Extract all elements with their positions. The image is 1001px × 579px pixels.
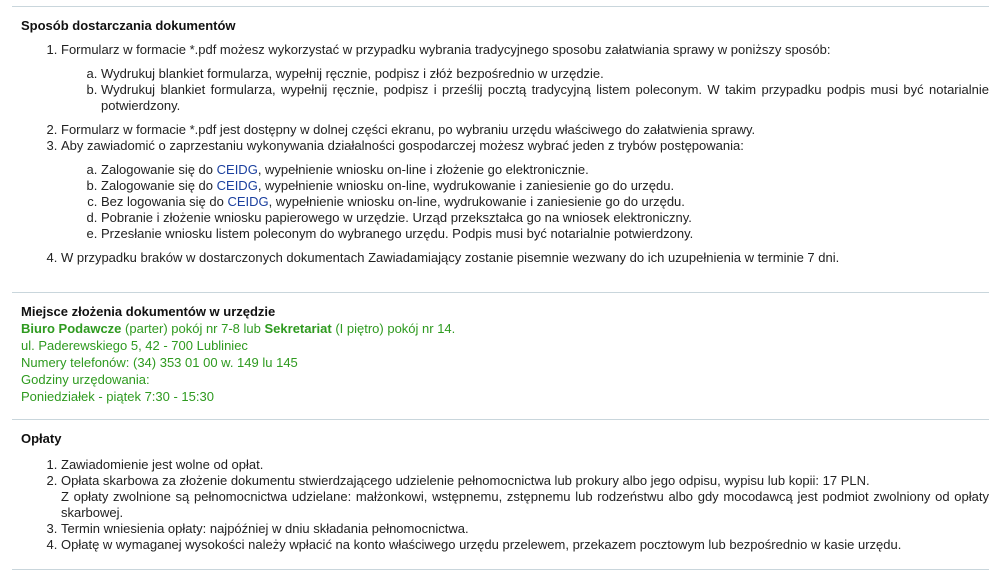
office-line bbox=[21, 320, 989, 337]
delivery-item-1: Formularz w formacie *.pdf możesz wykorzystać w przypadku wybrania tradycyjnego sposobu załatwiania sprawy w poniższy sposób: bbox=[61, 42, 831, 57]
text: , wypełnienie wniosku on-line i złożenie go elektronicznie. bbox=[257, 162, 589, 177]
ceidg-link[interactable]: CEIDG bbox=[216, 162, 258, 177]
fees-section bbox=[21, 431, 989, 553]
fee-text: 2. Opłata skarbowa za złożenie dokumentu stwierdzającego udzielenie pełnomocnictwa lub prokury albo jego odpisu, wypisu lub kopii: 17 PLN. bbox=[61, 473, 870, 488]
fees-list bbox=[21, 457, 989, 553]
secretariat-floor: (I piętro) pokój nr 14. bbox=[331, 321, 456, 336]
list-item: d. Pobranie i złożenie wniosku papierowego w urzędzie. Urząd przekształca go na wniosek elektroniczny. bbox=[101, 210, 989, 226]
list-item: 1. Zawiadomienie jest wolne od opłat. bbox=[61, 457, 989, 473]
list-item bbox=[61, 473, 989, 521]
ceidg-link[interactable]: CEIDG bbox=[216, 178, 258, 193]
text: , wypełnienie wniosku on-line, wydrukowanie i zaniesienie go do urzędu. bbox=[268, 194, 685, 209]
secretariat-name: Sekretariat bbox=[264, 321, 332, 336]
fee-exemption-note: Z opłaty zwolnione są pełnomocnictwa udzielane: małżonkowi, wstępnemu, zstępnemu lub rodzeństwu albo gdy mocodawcą jest podmiot zwolniony od opłaty skarbowej. bbox=[61, 489, 989, 520]
fees-title: Opłaty bbox=[21, 431, 62, 446]
list-item: e. Przesłanie wniosku listem poleconym do wybranego urzędu. Podpis musi być notarialnie potwierdzony. bbox=[101, 226, 989, 242]
office-floor: (parter) pokój nr 7-8 lub bbox=[121, 321, 265, 336]
list-item: b. Wydrukuj blankiet formularza, wypełnij ręcznie, podpisz i prześlij pocztą tradycyjną listem poleconym. W takim przypadku podpis musi być notarialnie potwierdzony. bbox=[101, 82, 989, 114]
phone-numbers: Numery telefonów: (34) 353 01 00 w. 149 lu 145 bbox=[21, 355, 298, 370]
delivery-list bbox=[21, 42, 989, 266]
list-item: 4. Opłatę w wymaganej wysokości należy wpłacić na konto właściwego urzędu przelewem, przekazem pocztowym lub bezpośrednio w kasie urzędu. bbox=[61, 537, 989, 553]
list-item: 2. Formularz w formacie *.pdf jest dostępny w dolnej części ekranu, po wybraniu urzędu właściwego do załatwienia sprawy. bbox=[61, 122, 989, 138]
address: ul. Paderewskiego 5, 42 - 700 Lubliniec bbox=[21, 338, 248, 353]
text: Zalogowanie się do bbox=[101, 162, 217, 177]
location-section bbox=[21, 304, 989, 405]
list-item bbox=[101, 178, 989, 194]
divider-2 bbox=[12, 419, 989, 420]
location-title: Miejsce złożenia dokumentów w urzędzie bbox=[21, 304, 276, 319]
ceidg-link[interactable]: CEIDG bbox=[227, 194, 269, 209]
office-name: Biuro Podawcze bbox=[21, 321, 122, 336]
delivery-sublist-3 bbox=[61, 162, 989, 242]
divider-1 bbox=[12, 292, 989, 293]
text: Zalogowanie się do bbox=[101, 178, 217, 193]
delivery-section bbox=[21, 18, 989, 266]
list-item bbox=[61, 138, 989, 242]
text: , wypełnienie wniosku on-line, wydrukowanie i zaniesienie go do urzędu. bbox=[257, 178, 675, 193]
delivery-title: Sposób dostarczania dokumentów bbox=[21, 18, 236, 33]
list-item bbox=[61, 42, 989, 114]
list-item: a. Wydrukuj blankiet formularza, wypełnij ręcznie, podpisz i złóż bezpośrednio w urzędzie. bbox=[101, 66, 989, 82]
list-item: 4. W przypadku braków w dostarczonych dokumentach Zawiadamiający zostanie pisemnie wezwany do ich uzupełnienia w terminie 7 dni. bbox=[61, 250, 989, 266]
list-item bbox=[101, 194, 989, 210]
list-item: 3. Termin wniesienia opłaty: najpóźniej w dniu składania pełnomocnictwa. bbox=[61, 521, 989, 537]
hours-label: Godziny urzędowania: bbox=[21, 372, 150, 387]
office-hours: Poniedziałek - piątek 7:30 - 15:30 bbox=[21, 389, 214, 404]
delivery-sublist-1 bbox=[61, 66, 989, 114]
divider-top bbox=[12, 6, 989, 7]
text: Bez logowania się do bbox=[101, 194, 228, 209]
delivery-item-3: Aby zawiadomić o zaprzestaniu wykonywania działalności gospodarczej możesz wybrać jeden z trybów postępowania: bbox=[61, 138, 744, 153]
list-item bbox=[101, 162, 989, 178]
divider-bottom bbox=[12, 569, 989, 570]
